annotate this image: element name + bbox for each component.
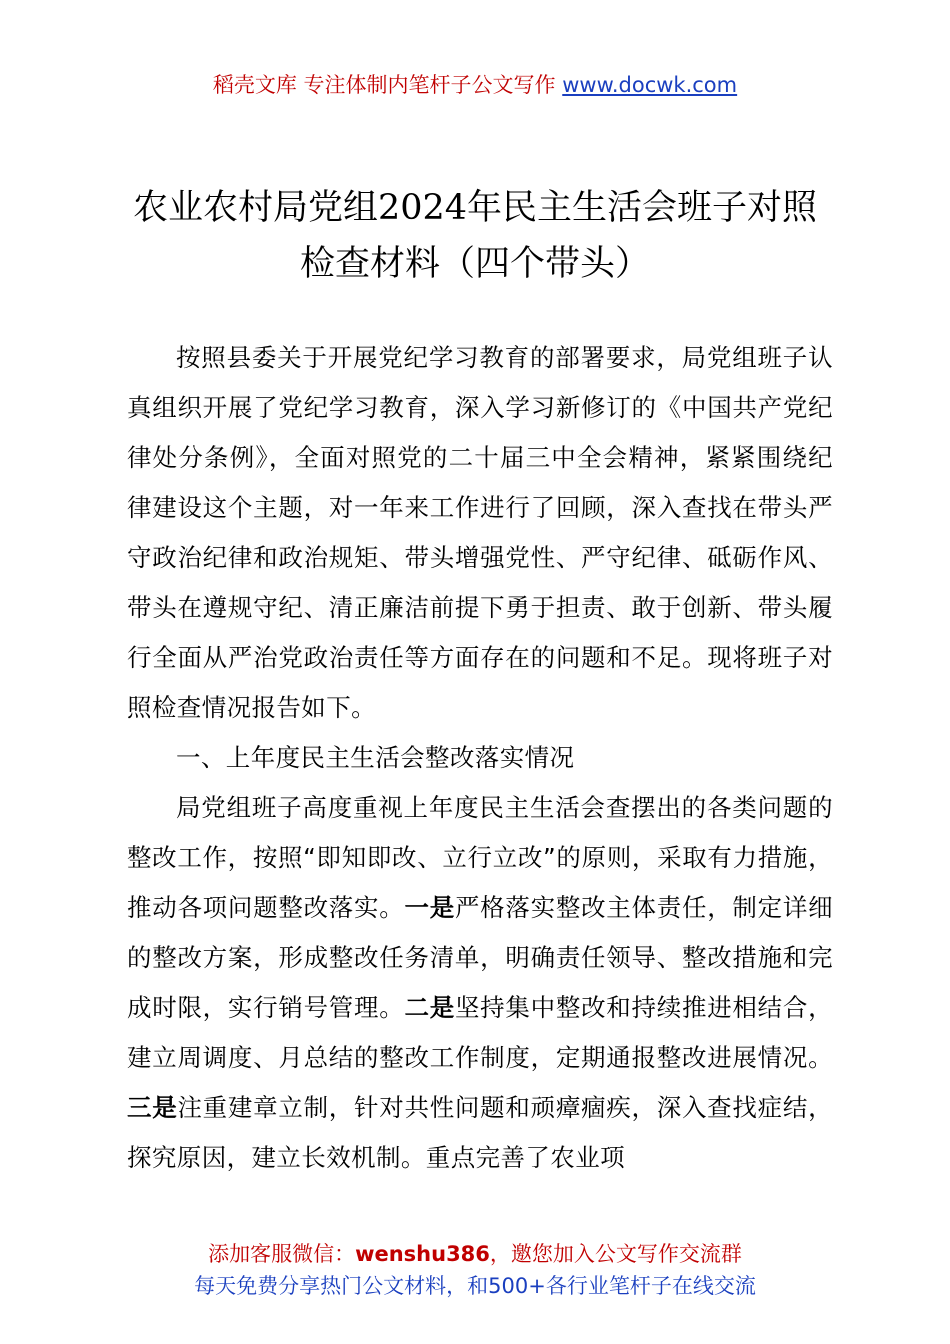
- paragraph-intro: 按照县委关于开展党纪学习教育的部署要求，局党组班子认真组织开展了党纪学习教育，深入学习新修订的《中国共产党纪律处分条例》，全面对照党的二十届三中全会精神，紧紧围绕纪律建设这个主题，对一年来工作进行了回顾，深入查找在带头严守政治纪律和政治规矩、带头增强党性、严守纪律、砥砺作风、带头在遵规守纪、清正廉洁前提下勇于担责、敢于创新、带头履行全面从严治党政治责任等方面存在的问题和不足。现将班子对照检查情况报告如下。: [127, 343, 833, 722]
- footer-contact-suffix: ，邀您加入公文写作交流群: [489, 1242, 742, 1266]
- item-2-label: 二是: [404, 993, 455, 1022]
- section-heading-1: 一、上年度民主生活会整改落实情况: [176, 743, 575, 772]
- document-title: [100, 180, 850, 292]
- document-body: [127, 333, 833, 1183]
- title-line-2: 检查材料（四个带头）: [299, 244, 650, 284]
- footer-contact-prefix: 添加客服微信：: [208, 1242, 356, 1266]
- item-3-text: 注重建章立制，针对共性问题和顽瘴痼疾，深入查找症结，探究原因，建立长效机制。重点完善了农业项: [127, 1093, 833, 1172]
- paragraph-rectification: [127, 783, 833, 1183]
- footer-wechat-id: wenshu386: [355, 1242, 490, 1266]
- title-line-1: 农业农村局党组2024年民主生活会班子对照: [132, 188, 818, 228]
- footer-promo-line: 每天免费分享热门公文材料，和500+各行业笔杆子在线交流: [194, 1274, 756, 1298]
- footer-contact-line: [0, 1238, 950, 1270]
- item-3-label: 三是: [127, 1093, 178, 1122]
- page-footer: [0, 1238, 950, 1302]
- item-1-text: 严格落实整改主体责任，制定详细的整改方案，形成整改任务清单，明确责任领导、整改措施和完成时限，实行销号管理。: [127, 893, 833, 1022]
- page-header: [0, 70, 950, 100]
- header-url-link[interactable]: www.docwk.com: [562, 73, 738, 97]
- item-1-label: 一是: [404, 893, 455, 922]
- item-2-text: 坚持集中整改和持续推进相结合，建立周调度、月总结的整改工作制度，定期通报整改进展情况。: [127, 993, 833, 1072]
- rectification-intro: 局党组班子高度重视上年度民主生活会查摆出的各类问题的整改工作，按照“即知即改、立行立改”的原则，采取有力措施，推动各项问题整改落实。: [127, 793, 833, 922]
- header-site-name: 稻壳文库 专注体制内笔杆子公文写作: [212, 73, 556, 97]
